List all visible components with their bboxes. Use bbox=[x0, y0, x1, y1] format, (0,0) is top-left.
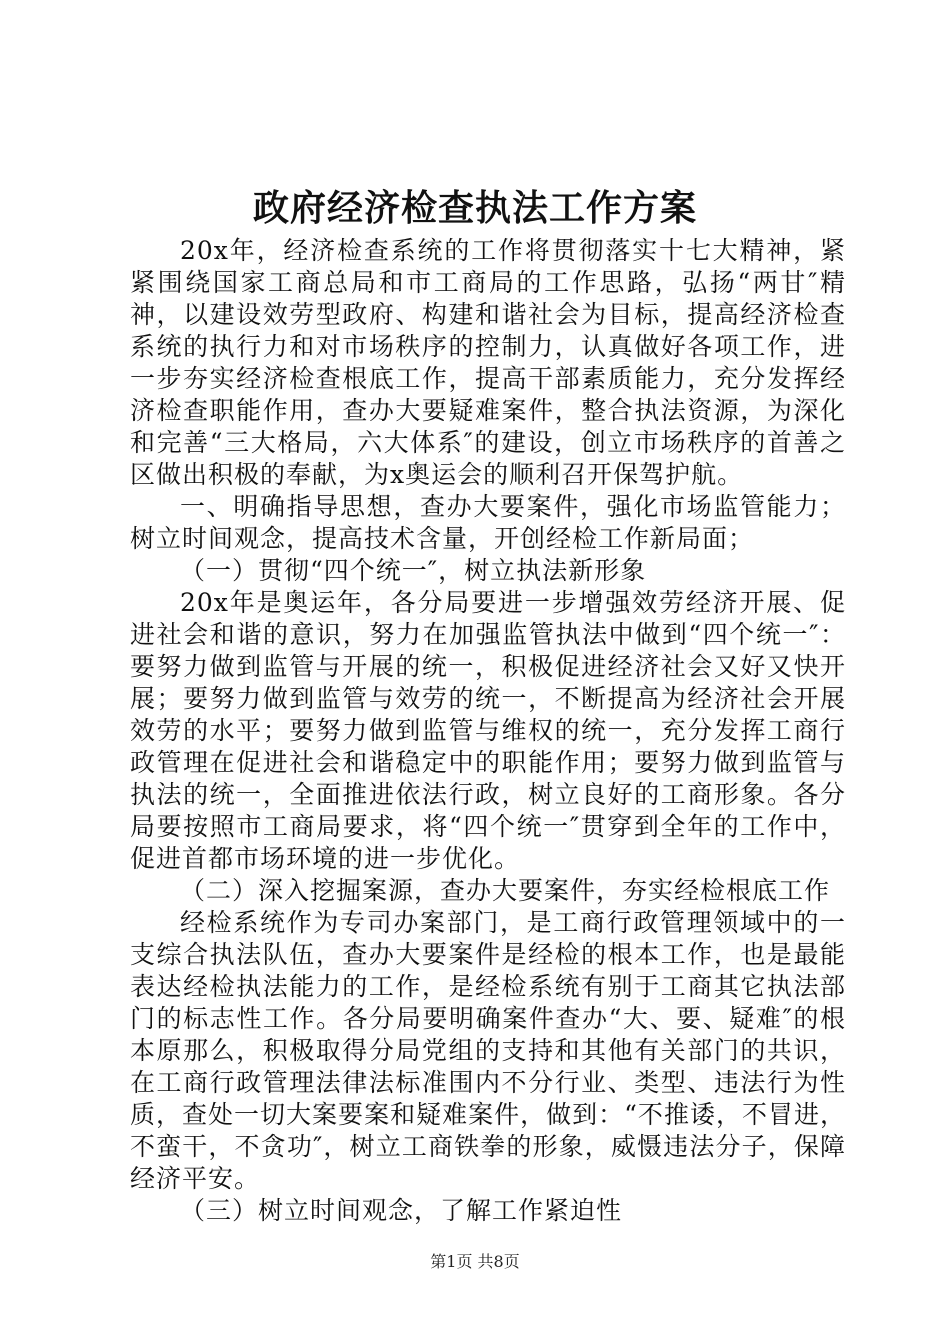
subheading-3: （三）树立时间观念，了解工作紧迫性 bbox=[180, 1196, 623, 1225]
document-body bbox=[130, 235, 846, 1227]
paragraph-intro: 20x年，经济检查系统的工作将贯彻落实十七大精神，紧紧围绕国家工商总局和市工商局的工作思路，弘扬“两甘″精神，以建设效劳型政府、构建和谐社会为目标，提高经济检查系统的执行力和对市场秩序的控制力，认真做好各项工作，进一步夯实经济检查根底工作，提高干部素质能力，充分发挥经济检查职能作用，查办大要疑难案件，整合执法资源，为深化和完善“三大格局，六大体系″的建设，创立市场秩序的首善之区做出积极的奉献，为x奥运会的顺利召开保驾护航。 bbox=[130, 236, 846, 489]
paragraph-four-unities: 20x年是奥运年，各分局要进一步增强效劳经济开展、促进社会和谐的意识，努力在加强监管执法中做到“四个统一″：要努力做到监管与开展的统一，积极促进经济社会又好又快开展；要努力做到监管与效劳的统一，不断提高为经济社会开展效劳的水平；要努力做到监管与维权的统一，充分发挥工商行政管理在促进社会和谐稳定中的职能作用；要努力做到监管与执法的统一，全面推进依法行政，树立良好的工商形象。各分局要按照市工商局要求，将“四个统一″贯穿到全年的工作中，促进首都市场环境的进一步优化。 bbox=[130, 588, 846, 873]
page-number-footer: 第1页 共8页 bbox=[430, 1252, 520, 1271]
paragraph-section-1: 一、明确指导思想，查办大要案件，强化市场监管能力；树立时间观念，提高技术含量，开创经检工作新局面； bbox=[130, 492, 846, 553]
document-title: 政府经济检查执法工作方案 bbox=[252, 188, 697, 229]
subheading-1: （一）贯彻“四个统一″，树立执法新形象 bbox=[180, 556, 647, 585]
subheading-2: （二）深入挖掘案源，查办大要案件，夯实经检根底工作 bbox=[180, 876, 831, 905]
paragraph-case-handling: 经检系统作为专司办案部门，是工商行政管理领域中的一支综合执法队伍，查办大要案件是经检的根本工作，也是最能表达经检执法能力的工作，是经检系统有别于工商其它执法部门的标志性工作。各分局要明确案件查办“大、要、疑难″的根本原那么，积极取得分局党组的支持和其他有关部门的共识，在工商行政管理法律法标准围内不分行业、类型、违法行为性质，查处一切大案要案和疑难案件，做到：“不推诿，不冒进，不蛮干，不贪功″，树立工商铁拳的形象，威慑违法分子，保障经济平安。 bbox=[130, 908, 846, 1193]
